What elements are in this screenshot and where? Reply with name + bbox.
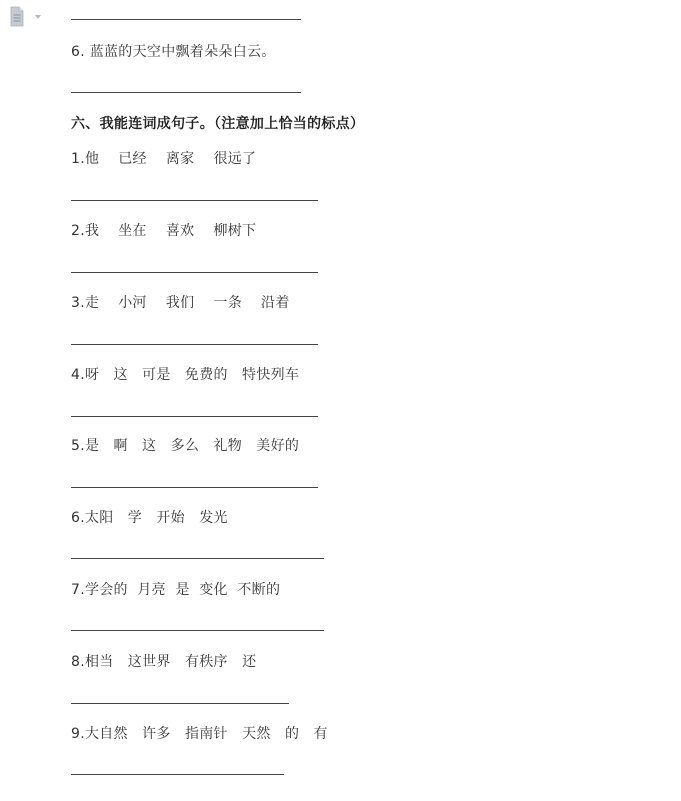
word-group-9: 9.大自然 许多 指南针 天然 的 有 <box>71 726 328 742</box>
document-icon[interactable] <box>8 6 44 28</box>
word-group-1: 1.他 已经 离家 很远了 <box>71 151 257 167</box>
answer-line-6 <box>71 92 301 93</box>
answer-line-item-9 <box>71 774 284 775</box>
word-group-3: 3.走 小河 我们 一条 沿着 <box>71 295 290 311</box>
answer-line-item-1 <box>71 200 318 201</box>
word-group-4: 4.呀 这 可是 免费的 特快列车 <box>71 367 300 383</box>
answer-line-item-4 <box>71 416 318 417</box>
chevron-down-icon <box>35 15 41 19</box>
section-heading: 六、我能连词成句子。（注意加上恰当的标点） <box>71 116 365 132</box>
word-group-6: 6.太阳 学 开始 发光 <box>71 510 228 526</box>
answer-line-item-6 <box>71 558 324 559</box>
answer-line-item-2 <box>71 272 318 273</box>
answer-line-item-7 <box>71 630 324 631</box>
question-6-sentence: 6. 蓝蓝的天空中飘着朵朵白云。 <box>71 44 276 60</box>
answer-line-item-3 <box>71 344 318 345</box>
answer-line-5 <box>71 19 301 20</box>
word-group-7: 7.学会的 月亮 是 变化 不断的 <box>71 582 281 598</box>
word-group-8: 8.相当 这世界 有秩序 还 <box>71 654 257 670</box>
word-group-2: 2.我 坐在 喜欢 柳树下 <box>71 223 257 239</box>
answer-line-item-8 <box>71 703 289 704</box>
word-group-5: 5.是 啊 这 多么 礼物 美好的 <box>71 438 300 454</box>
answer-line-item-5 <box>71 487 318 488</box>
